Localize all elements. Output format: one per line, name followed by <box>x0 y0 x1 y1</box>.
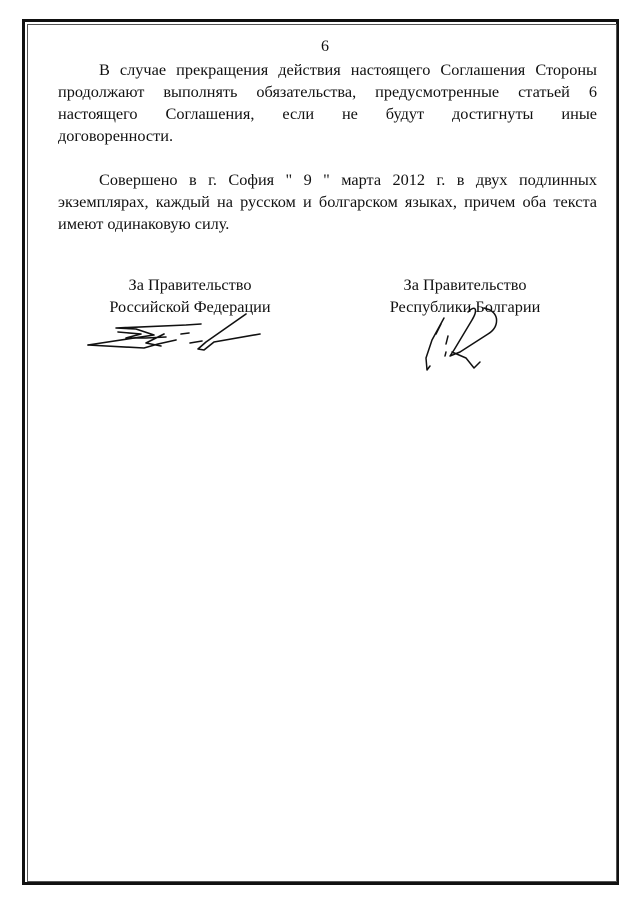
paragraph-line: В случае прекращения действия настоящего Соглашения Стороны <box>99 60 597 79</box>
execution-clause-paragraph <box>58 169 597 235</box>
paragraph-line: имеют одинаковую силу. <box>58 214 230 233</box>
termination-clause-paragraph <box>58 59 597 147</box>
signatory-label-line1: За Правительство <box>403 275 527 294</box>
page-border-inner <box>27 24 617 882</box>
signatory-label-line2: Республики Болгарии <box>389 297 541 316</box>
signatory-label-line2: Российской Федерации <box>109 297 271 316</box>
paragraph-line: Совершено в г. София " 9 " марта 2012 г. в двух подлинных <box>99 170 597 189</box>
signature-russia-icon <box>86 312 262 356</box>
signatory-label-line1: За Правительство <box>128 275 252 294</box>
paragraph-line: настоящего Соглашения, если не будут достигнуты иные <box>58 104 597 123</box>
signature-bulgaria-icon <box>418 300 508 380</box>
page-number: 6 <box>321 38 329 55</box>
paragraph-line: продолжают выполнять обязательства, предусмотренные статьей 6 <box>58 82 597 101</box>
paragraph-line: договоренности. <box>58 126 174 145</box>
paragraph-line: экземплярах, каждый на русском и болгарском языках, причем оба текста <box>58 192 597 211</box>
